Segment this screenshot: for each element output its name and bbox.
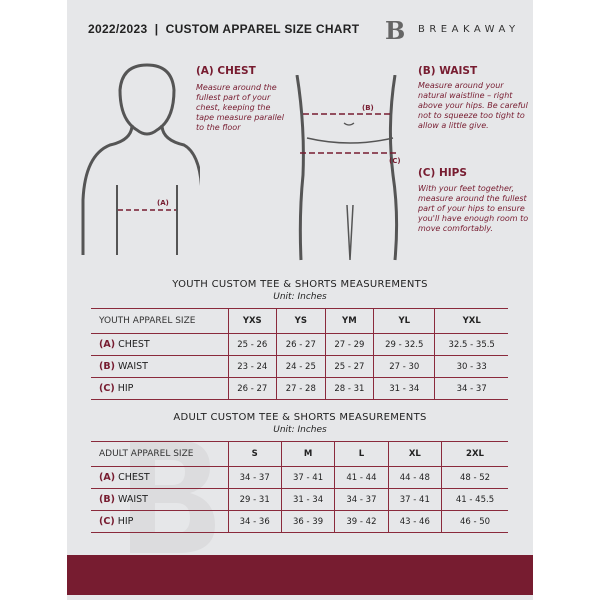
measurement-value: 25 - 27: [325, 356, 374, 378]
measurement-name: HIP: [117, 383, 134, 394]
measurement-label: [91, 378, 228, 400]
measurement-letter: (B): [99, 494, 115, 505]
size-label: YXL: [435, 309, 508, 334]
youth-table-title: YOUTH CUSTOM TEE & SHORTS MEASUREMENTS: [172, 279, 428, 290]
table-row: [91, 489, 508, 511]
waist-heading: (B) WAIST: [418, 65, 478, 77]
measurement-name: WAIST: [117, 361, 148, 372]
measurement-value: 48 - 52: [442, 467, 509, 489]
measurement-letter: (A): [99, 339, 116, 350]
youth-size-table: [91, 308, 508, 400]
measurement-value: 43 - 46: [388, 511, 441, 533]
measurement-letter: (A): [99, 472, 116, 483]
measurement-value: 24 - 25: [277, 356, 326, 378]
size-label: YL: [374, 309, 435, 334]
measurement-value: 34 - 37: [228, 467, 281, 489]
lower-body-figure: [295, 75, 405, 265]
measurement-label: [91, 356, 228, 378]
measurement-value: 34 - 36: [228, 511, 281, 533]
size-label: M: [281, 442, 334, 467]
measurement-value: 26 - 27: [277, 334, 326, 356]
measurement-label: [91, 334, 228, 356]
header-row: [91, 442, 508, 467]
measurement-value: 27 - 28: [277, 378, 326, 400]
measurement-letter: (C): [99, 383, 115, 394]
measurement-value: 32.5 - 35.5: [435, 334, 508, 356]
brand-name: BREAKAWAY: [418, 24, 520, 35]
size-label: YS: [277, 309, 326, 334]
measurement-value: 29 - 31: [228, 489, 281, 511]
footer-band: [67, 555, 533, 595]
measurement-value: 37 - 41: [388, 489, 441, 511]
measurement-value: 34 - 37: [335, 489, 388, 511]
measurement-name: WAIST: [117, 494, 148, 505]
chest-marker: (A): [157, 199, 169, 207]
header-row: [91, 309, 508, 334]
measurement-value: 31 - 34: [281, 489, 334, 511]
measurement-label: [91, 511, 228, 533]
measurement-value: 39 - 42: [335, 511, 388, 533]
measurement-label: [91, 489, 228, 511]
brand-logo: B: [385, 16, 406, 45]
measurement-value: 31 - 34: [374, 378, 435, 400]
measurement-value: 27 - 30: [374, 356, 435, 378]
measurement-value: 41 - 45.5: [442, 489, 509, 511]
table-row: [91, 378, 508, 400]
measurement-name: HIP: [117, 516, 134, 527]
table-row: [91, 356, 508, 378]
measurement-value: 26 - 27: [228, 378, 277, 400]
measurement-name: CHEST: [118, 472, 150, 483]
waist-instructions: Measure around your natural waistline – right above your hips. Be careful not to squeeze too tight to allow a little give.: [418, 81, 528, 130]
measurement-value: 46 - 50: [442, 511, 509, 533]
size-header: YOUTH APPAREL SIZE: [91, 309, 228, 334]
measurement-value: 28 - 31: [325, 378, 374, 400]
size-label: YXS: [228, 309, 277, 334]
measurement-value: 27 - 29: [325, 334, 374, 356]
hips-marker: (C): [389, 157, 401, 165]
table-row: [91, 467, 508, 489]
measurement-value: 34 - 37: [435, 378, 508, 400]
adult-size-table: [91, 441, 508, 533]
table-row: [91, 511, 508, 533]
hips-heading: (C) HIPS: [418, 167, 467, 179]
measurement-value: 30 - 33: [435, 356, 508, 378]
waist-marker: (B): [362, 104, 374, 112]
upper-body-figure: [80, 60, 200, 260]
page-title: 2022/2023 | CUSTOM APPAREL SIZE CHART: [88, 22, 360, 36]
measurement-value: 25 - 26: [228, 334, 277, 356]
hips-instructions: With your feet together, measure around the fullest part of your hips to ensure you'll have enough room to move comfortably.: [418, 184, 529, 233]
size-header: ADULT APPAREL SIZE: [91, 442, 228, 467]
measurement-value: 37 - 41: [281, 467, 334, 489]
measurement-letter: (C): [99, 516, 115, 527]
size-label: L: [335, 442, 388, 467]
measurement-value: 36 - 39: [281, 511, 334, 533]
measurement-value: 29 - 32.5: [374, 334, 435, 356]
size-label: S: [228, 442, 281, 467]
measurement-value: 23 - 24: [228, 356, 277, 378]
measurement-value: 41 - 44: [335, 467, 388, 489]
adult-table-title: ADULT CUSTOM TEE & SHORTS MEASUREMENTS: [173, 412, 427, 423]
size-label: 2XL: [442, 442, 509, 467]
youth-unit: Unit: Inches: [273, 292, 327, 302]
measurement-value: 44 - 48: [388, 467, 441, 489]
table-row: [91, 334, 508, 356]
chest-instructions: Measure around the fullest part of your chest, keeping the tape measure parallel to the floor: [196, 83, 284, 132]
chest-heading: (A) CHEST: [196, 65, 256, 77]
size-label: XL: [388, 442, 441, 467]
measurement-letter: (B): [99, 361, 115, 372]
adult-unit: Unit: Inches: [273, 425, 327, 435]
size-label: YM: [325, 309, 374, 334]
measurement-name: CHEST: [118, 339, 150, 350]
measurement-label: [91, 467, 228, 489]
